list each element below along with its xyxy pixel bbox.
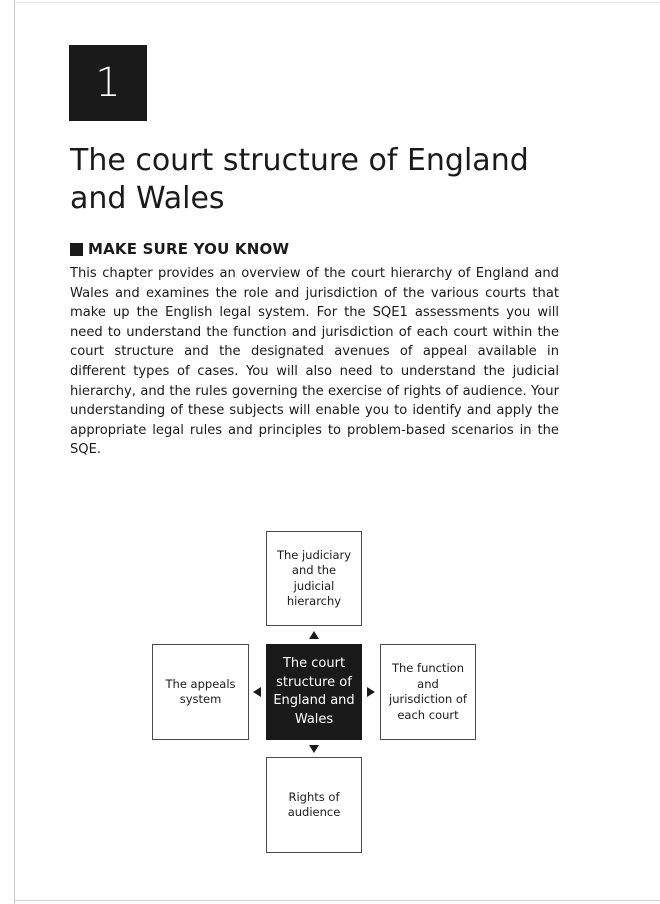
arrow-left-icon xyxy=(253,687,261,697)
diagram-box-center xyxy=(266,644,362,740)
chapter-title-line-1: The court structure of England xyxy=(70,143,529,178)
section-heading-text: MAKE SURE YOU KNOW xyxy=(88,240,290,258)
intro-paragraph: This chapter provides an overview of the court hierarchy of England and Wales and examines the role and jurisdiction of the various courts that make up the English legal system. For the SQE1 assessments you will need to understand the function and jurisdiction of each court within the court structure and the designated avenues of appeal available in different types of cases. You will also need to understand the judicial hierarchy, and the rules governing the exercise of rights of audience. Your understanding of these subjects will enable you to identify and apply the appropriate legal rules and principles to problem-based scenarios in the SQE. xyxy=(70,266,559,458)
diagram-box-jurisdiction xyxy=(380,644,476,740)
arrow-down-icon xyxy=(309,745,319,753)
arrow-right-icon xyxy=(367,687,375,697)
chapter-title-line-2: and Wales xyxy=(70,181,225,216)
diagram-box-appeals-label: The appeals system xyxy=(165,676,236,706)
diagram-box-judiciary-label: The judiciary and the judicial hierarchy xyxy=(276,547,352,608)
diagram-box-rights-of-audience xyxy=(266,757,362,853)
diagram-box-center-label: The court structure of England and Wales xyxy=(273,656,355,727)
diagram-box-rights-label: Rights of audience xyxy=(287,789,341,819)
diagram-box-judiciary xyxy=(266,531,362,626)
arrow-up-icon xyxy=(309,631,319,639)
chapter-number: 1 xyxy=(95,60,121,106)
diagram-box-jurisdiction-label: The function and jurisdiction of each court xyxy=(389,661,467,722)
diagram-box-appeals xyxy=(152,644,249,740)
